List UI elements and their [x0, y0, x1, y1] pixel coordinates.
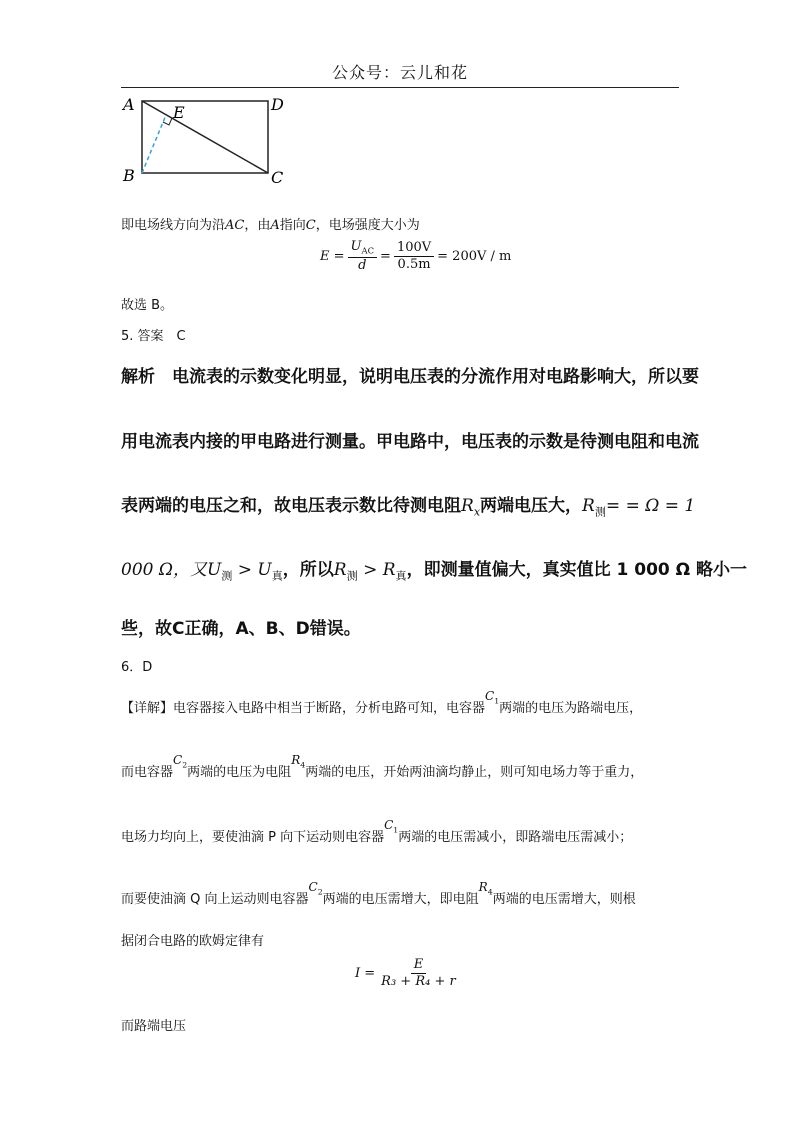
page-header: 公众号：云儿和花 — [331, 63, 468, 82]
q4-direction-line: 即电场线方向为沿AC，由A指向C，电场强度大小为 — [121, 218, 420, 233]
q6-paragraph-line-4: 而要使油滴 Q 向上运动则电容器$C_2$两端的电压需增大，即电阻$R_4$两端的电压需增大，则根 — [121, 880, 636, 907]
fraction-100V-over-0.5m: $\frac{100V}{0.5m}$ — [394, 241, 434, 273]
q5-line-2: 用电流表内接的甲电路进行测量。甲电路中，电压表的示数是待测电阻和电流 — [121, 432, 699, 452]
fraction-U-over-d: $\frac{U_{AC}}{d}$ — [348, 240, 378, 273]
rectangle-diagram — [115, 92, 295, 187]
q6-paragraph-line-5: 据闭合电路的欧姆定律有 — [121, 934, 265, 949]
q5-line-1: 解析 电流表的示数变化明显，说明电压表的分流作用对电路影响大，所以要 — [121, 367, 699, 387]
perpendicular-BE — [142, 115, 166, 173]
fraction-E-over-R: $\frac{E}{\text{R₃ + R₄ + r}}$ — [381, 957, 456, 990]
q6-heading: 6．D — [121, 660, 153, 675]
label-D: D — [271, 95, 284, 114]
label-A: A — [123, 95, 135, 114]
q5-line-5: 些，故C正确，A、B、D错误。 — [121, 619, 361, 639]
q6-paragraph-line-6: 而路端电压 — [121, 1019, 187, 1034]
field-strength-formula: E = $\frac{U_{AC}}{d}$ = $\frac{100V}{0.5m}$ = 200V / m — [320, 239, 512, 273]
q6-paragraph-line-2: 而电容器$C_2$两端的电压为电阻$R_4$两端的电压，开始两油滴均静止，则可知电场力等于重力， — [121, 753, 644, 780]
label-C: C — [271, 168, 284, 187]
diagonal-AC — [142, 101, 268, 173]
q5-heading: 5. 答案 C — [121, 329, 186, 344]
q4-conclusion: 故选 B。 — [121, 298, 174, 313]
q5-line-3: 表两端的电压之和，故电压表示数比待测电阻$R_x$两端电压大，$R_测= = \Omega = 1$ — [121, 496, 696, 519]
q5-line-4: 000 Ω，又$U_测 > U_真$，所以$R_测 > R_真$，即测量值偏大，真实值比 1 000 Ω 略小一 — [121, 560, 748, 583]
q6-paragraph-line-1: 【详解】电容器接入电路中相当于断路，分析电路可知，电容器$C_1$两端的电压为路端电压， — [121, 689, 643, 716]
ohms-law-formula: I = $\frac{E}{\text{R₃ + R₄ + r}}$ — [355, 958, 462, 990]
label-B: B — [123, 166, 135, 185]
label-E: E — [173, 103, 185, 122]
q6-paragraph-line-3: 电场力均向上，要使油滴 P 向下运动则电容器$C_1$两端的电压需减小，即路端电压需减小； — [121, 818, 633, 845]
header-rule — [121, 87, 679, 88]
